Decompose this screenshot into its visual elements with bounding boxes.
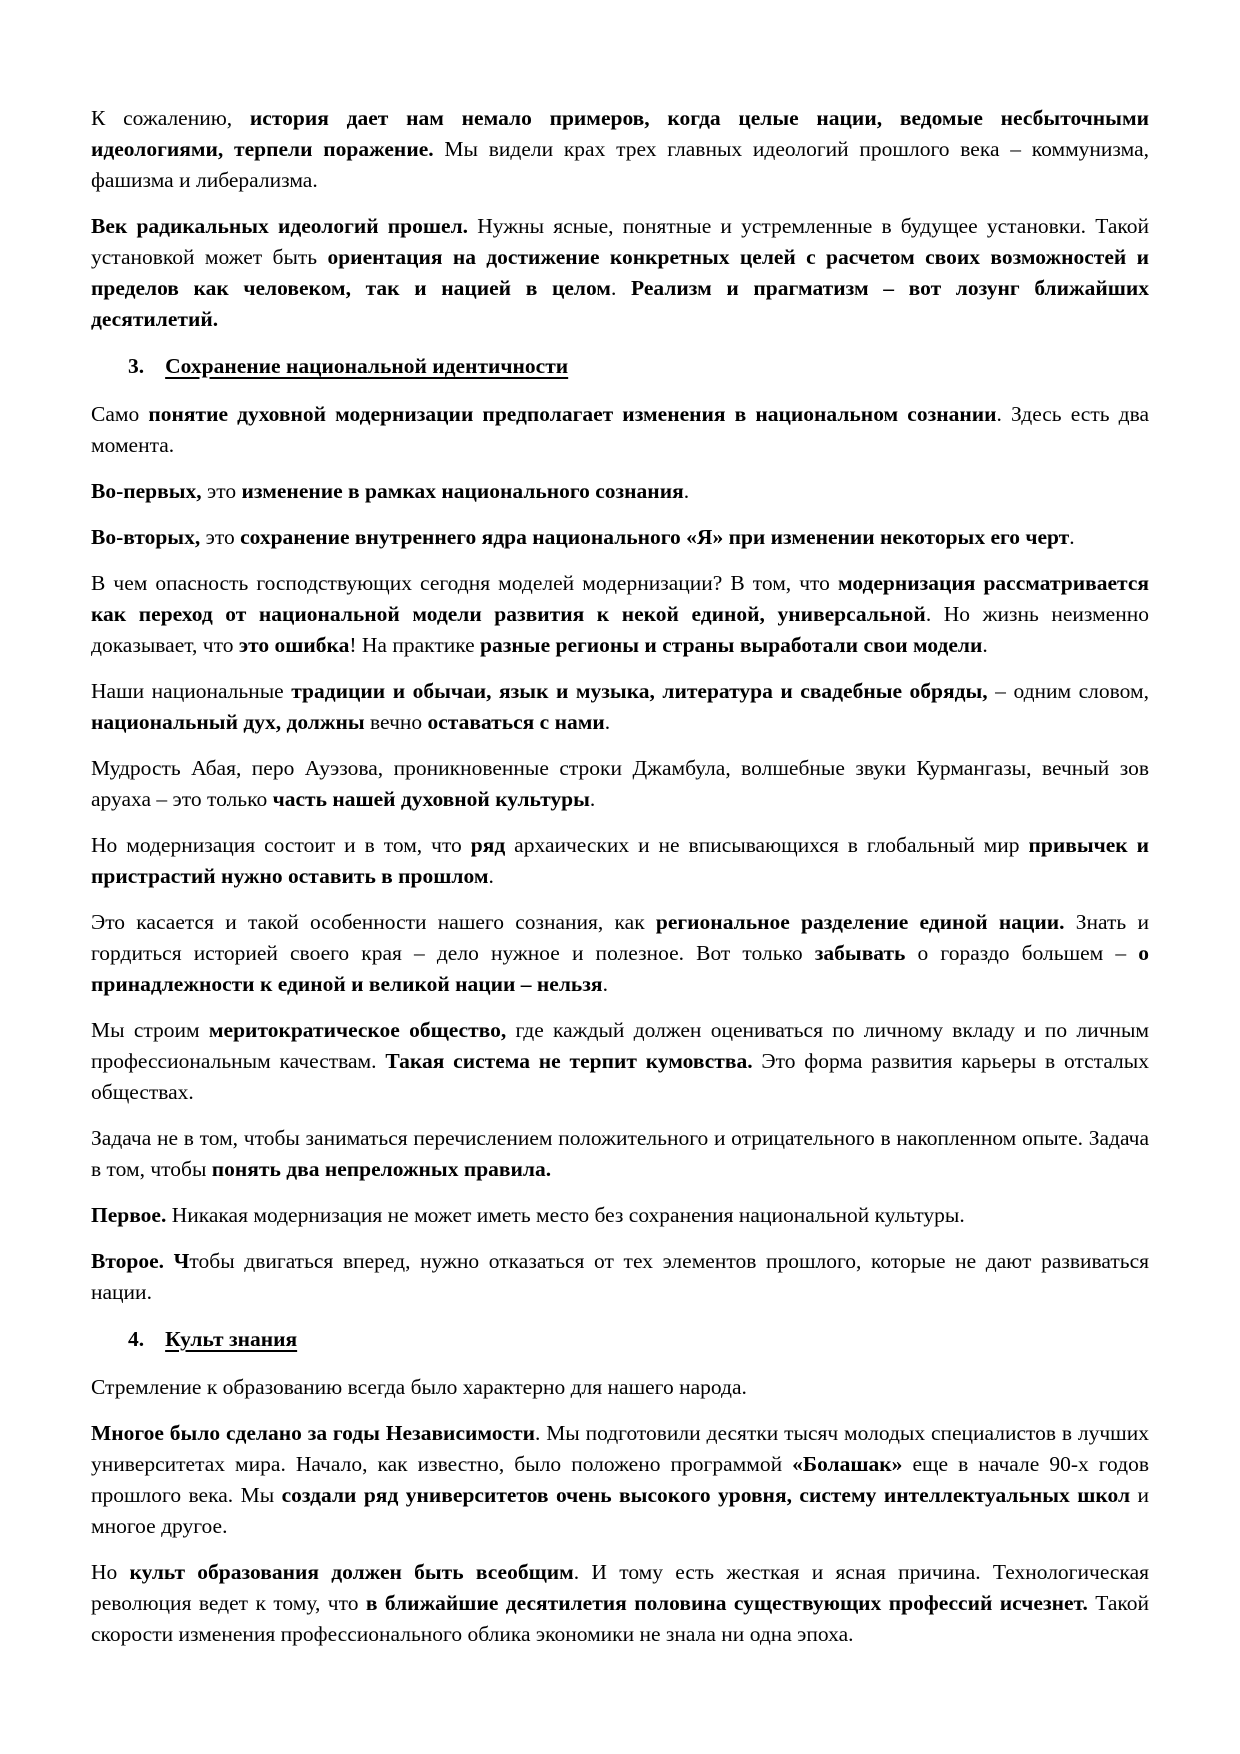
bold-text-run: Первое.: [91, 1203, 167, 1227]
text-run: – одним словом,: [987, 679, 1149, 703]
text-run: .: [683, 479, 690, 503]
heading-title: Сохранение национальной идентичности: [165, 354, 569, 378]
text-run: Задача не в том, чтобы заниматься перечислением положительного и отрицательного в накопленном опыте. Задача в том, чтобы: [91, 1126, 1149, 1181]
text-run: это: [207, 479, 242, 503]
text-run: .: [602, 972, 608, 996]
bold-text-run: создали ряд университетов очень высокого уровня, систему интеллектуальных школ: [281, 1483, 1131, 1507]
bold-text-run: ориентация на достижение конкретных целей с расчетом своих возможностей и пределов как человеком, так и нацией в целом: [91, 245, 1149, 300]
paragraph: [91, 830, 1149, 892]
text-run: Само: [91, 402, 149, 426]
text-run: о гораздо большем –: [905, 941, 1139, 965]
text-run: архаических и не вписывающихся в глобальный мир: [505, 833, 1029, 857]
text-run: и многое другое.: [91, 1483, 1149, 1538]
text-run: . Но жизнь неизменно доказывает, что: [91, 602, 1149, 657]
text-run: .: [589, 787, 596, 811]
paragraph: [91, 676, 1149, 738]
text-run: это: [205, 525, 241, 549]
bold-text-run: часть нашей духовной культуры: [272, 787, 590, 811]
text-run: где каждый должен оцениваться по личному вкладу и по личным профессиональным качествам.: [91, 1018, 1150, 1073]
paragraph: [91, 568, 1149, 661]
paragraph: [91, 1557, 1149, 1650]
bold-text-run: сохранение внутреннего ядра национального «Я» при изменении некоторых его черт: [240, 525, 1070, 549]
paragraph: [91, 211, 1149, 335]
section-heading: [91, 351, 1149, 382]
bold-text-run: ряд: [470, 833, 506, 857]
text-run: Мудрость Абая, перо Ауэзова, проникновенные строки Джамбула, волшебные звуки Курмангазы, вечный зов аруаха – это только: [91, 756, 1149, 811]
bold-text-run: культ образования должен быть всеобщим: [129, 1560, 574, 1584]
text-run: . Мы подготовили десятки тысяч молодых специалистов в лучших университетах мира. Начало, как известно, было положено программой: [91, 1421, 1149, 1476]
paragraph: [91, 907, 1149, 1000]
text-run: ! На практике: [349, 633, 481, 657]
paragraph: [91, 476, 1149, 507]
text-run: Никакая модернизация не может иметь место без сохранения национальной культуры.: [166, 1203, 965, 1227]
text-run: .: [488, 864, 494, 888]
text-run: В чем опасность господствующих сегодня моделей модернизации? В том, что: [91, 571, 838, 595]
bold-text-run: оставаться с нами: [427, 710, 605, 734]
bold-text-run: Многое было сделано за годы Независимости: [91, 1421, 535, 1445]
bold-text-run: «Болашак»: [792, 1452, 903, 1476]
text-run: Мы видели крах трех главных идеологий прошлого века – коммунизма, фашизма и либерализма.: [91, 137, 1150, 192]
text-run: Стремление к образованию всегда было характерно для нашего народа.: [91, 1375, 747, 1399]
text-run: . Здесь есть два момента.: [91, 402, 1150, 457]
text-run: Мы строим: [91, 1018, 209, 1042]
bold-text-run: Реализм и прагматизм – вот лозунг ближайших десятилетий.: [91, 276, 1150, 331]
paragraph: [91, 1372, 1149, 1403]
bold-text-run: в ближайшие десятилетия половина существующих профессий исчезнет.: [365, 1591, 1088, 1615]
paragraph: [91, 1246, 1149, 1308]
text-run: еще в начале 90-х годов прошлого века. Мы: [91, 1452, 1150, 1507]
bold-text-run: история дает нам немало примеров, когда целые нации, ведомые несбыточными идеологиями, терпели поражение.: [91, 106, 1149, 161]
text-run: К сожалению,: [91, 106, 250, 130]
text-run: Но модернизация состоит и в том, что: [91, 833, 471, 857]
paragraph: [91, 753, 1149, 815]
bold-text-run: о принадлежности к единой и великой нации – нельзя: [91, 941, 1150, 996]
paragraph: [91, 1200, 1149, 1231]
bold-text-run: Такая система не терпит кумовства.: [385, 1049, 753, 1073]
bold-text-run: это ошибка: [238, 633, 350, 657]
bold-text-run: понятие духовной модернизации предполагает изменения в национальном сознании: [148, 402, 997, 426]
text-run: тобы двигаться вперед, нужно отказаться от тех элементов прошлого, которые не дают развиваться нации.: [91, 1249, 1149, 1304]
text-run: Нужны ясные, понятные и устремленные в будущее установки. Такой установкой может быть: [91, 214, 1149, 269]
bold-text-run: понять два непреложных правила.: [211, 1157, 552, 1181]
bold-text-run: меритократическое общество,: [208, 1018, 507, 1042]
paragraph: [91, 399, 1149, 461]
bold-text-run: Век радикальных идеологий прошел.: [91, 214, 469, 238]
paragraph: [91, 1418, 1149, 1542]
bold-text-run: разные регионы и страны выработали свои модели: [480, 633, 983, 657]
text-run: .: [982, 633, 988, 657]
text-run: Знать и гордиться историей своего края – дело нужное и полезное. Вот только: [91, 910, 1149, 965]
paragraph: [91, 522, 1149, 553]
bold-text-run: забывать: [814, 941, 906, 965]
text-run: .: [604, 710, 611, 734]
text-run: Это форма развития карьеры в отсталых обществах.: [91, 1049, 1149, 1104]
bold-text-run: Во-первых,: [91, 479, 208, 503]
heading-number: 3.: [128, 354, 145, 378]
bold-text-run: региональное разделение единой нации.: [655, 910, 1065, 934]
text-run: . И тому есть жесткая и ясная причина. Технологическая революция ведет к тому, что: [91, 1560, 1149, 1615]
text-run: Это касается и такой особенности нашего сознания, как: [91, 910, 656, 934]
bold-text-run: Во-вторых,: [91, 525, 206, 549]
heading-title: Культ знания: [165, 1327, 298, 1351]
bold-text-run: модернизация рассматривается как переход от национальной модели развития к некой единой, универсальной: [91, 571, 1149, 626]
paragraph: [91, 103, 1149, 196]
text-run: .: [1069, 525, 1075, 549]
paragraph: [91, 1123, 1149, 1185]
text-run: Но: [91, 1560, 130, 1584]
text-run: Такой скорости изменения профессионального облика экономики не знала ни одна эпоха.: [91, 1591, 1150, 1646]
paragraph: [91, 1015, 1149, 1108]
bold-text-run: изменение в рамках национального сознания: [241, 479, 684, 503]
section-heading: [91, 1324, 1149, 1355]
heading-number: 4.: [128, 1327, 145, 1351]
text-run: .: [610, 276, 631, 300]
bold-text-run: традиции и обычаи, язык и музыка, литература и свадебные обряды,: [291, 679, 988, 703]
text-run: вечно: [364, 710, 428, 734]
bold-text-run: национальный дух, должны: [91, 710, 365, 734]
bold-text-run: Второе. Ч: [91, 1249, 190, 1273]
bold-text-run: привычек и пристрастий нужно оставить в прошлом: [91, 833, 1150, 888]
text-run: Наши национальные: [91, 679, 292, 703]
